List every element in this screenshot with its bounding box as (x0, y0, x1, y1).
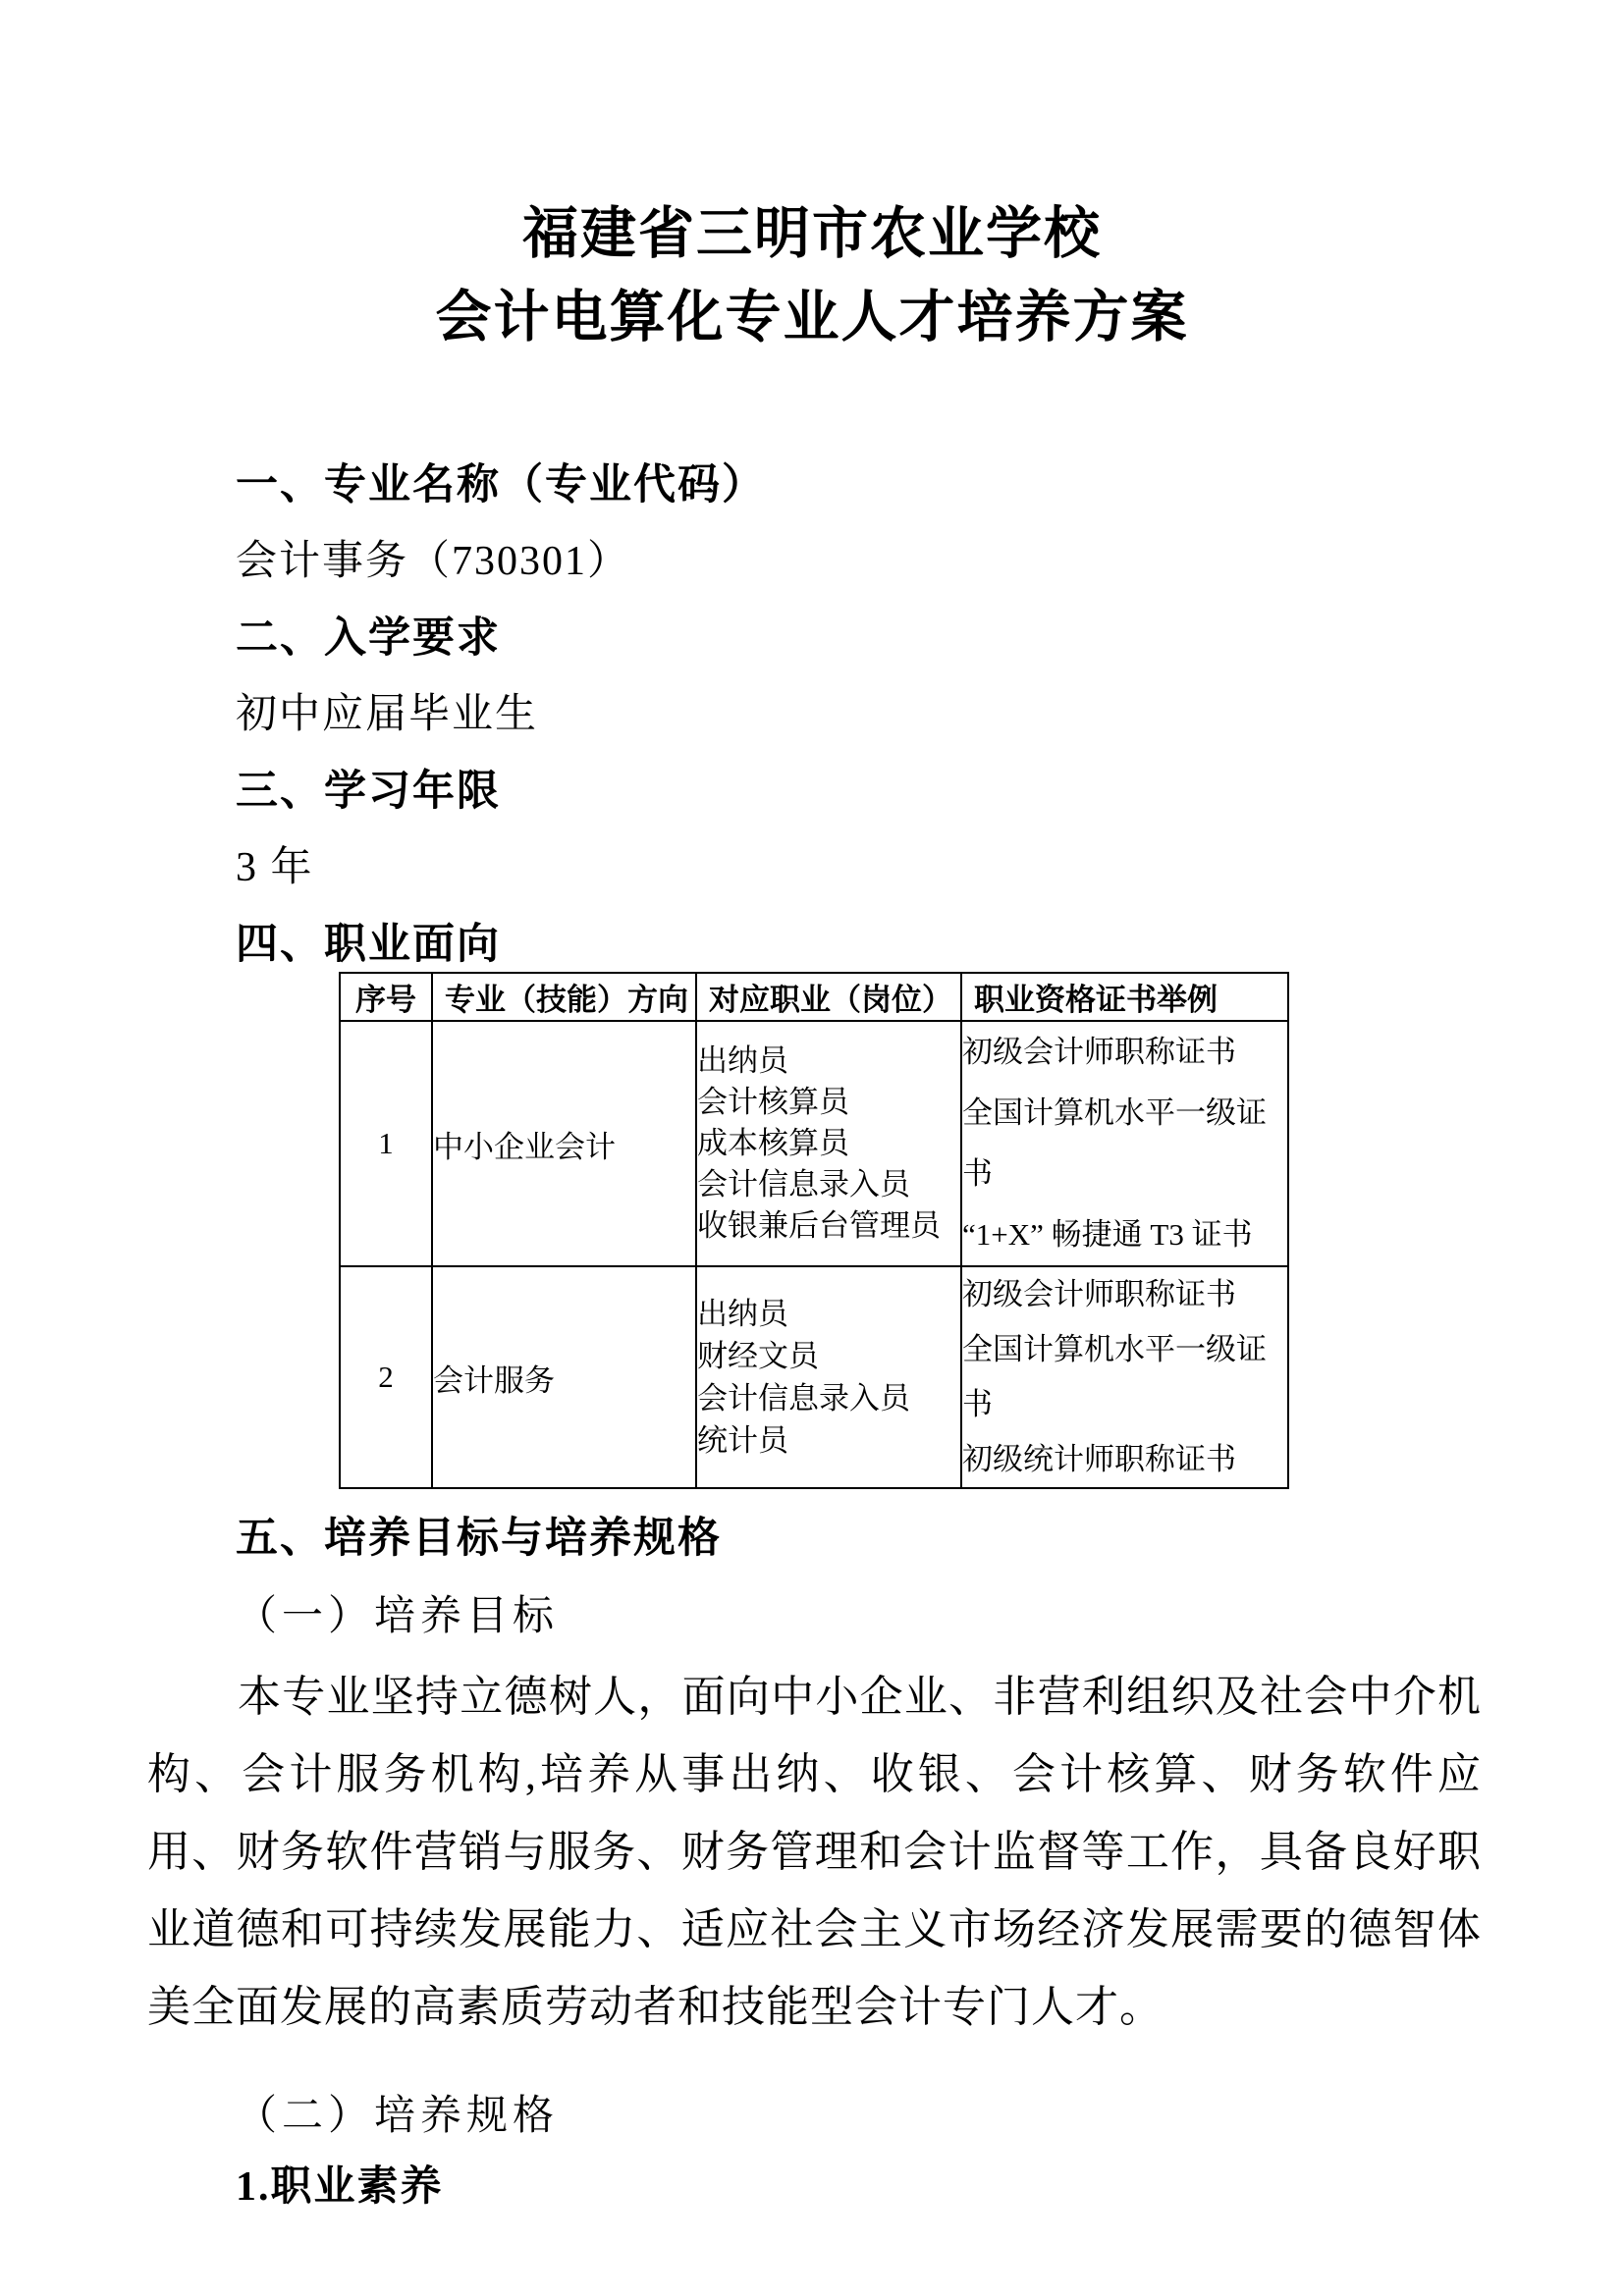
section-5-sub-1: （一）培养目标 (236, 1594, 560, 1639)
column-header-no: 序号 (340, 973, 432, 1021)
title-line-2: 会计电算化专业人才培养方案 (435, 287, 1189, 348)
section-2-heading: 二、入学要求 (236, 614, 501, 662)
section-1-heading: 一、专业名称（专业代码） (236, 461, 766, 508)
table-row (340, 1266, 1288, 1488)
certs-list: 初级会计师职称证书 全国计算机水平一级证书 “1+X” 畅捷通 T3 证书 (962, 1035, 1267, 1252)
jobs-list: 出纳员 财经文员 会计信息录入员 统计员 (697, 1297, 910, 1458)
section-5-heading: 五、培养目标与培养规格 (236, 1515, 722, 1562)
section-3-body: 3 年 (236, 845, 314, 890)
column-header-certs: 职业资格证书举例 (961, 973, 1288, 1021)
title-line-1: 福建省三明市农业学校 (522, 203, 1102, 265)
section-3-heading: 三、学习年限 (236, 768, 501, 815)
cell-certs (961, 1021, 1288, 1266)
cell-row-number: 1 (340, 1021, 432, 1266)
section-5-sub-3: 1.职业素养 (236, 2164, 444, 2210)
cell-jobs (696, 1266, 961, 1488)
career-table (339, 972, 1289, 1489)
jobs-list: 出纳员 会计核算员 成本核算员 会计信息录入员 收银兼后台管理员 (697, 1043, 941, 1243)
cell-jobs (696, 1021, 961, 1266)
section-5-sub-2: （二）培养规格 (236, 2094, 560, 2139)
career-table-header-row (340, 973, 1288, 1021)
section-1-body: 会计事务（730301） (236, 539, 631, 584)
section-4-heading: 四、职业面向 (236, 921, 501, 968)
document-body (0, 457, 1624, 2215)
certs-list: 初级会计师职称证书 全国计算机水平一级证书 初级统计师职称证书 (962, 1277, 1267, 1476)
cell-row-number: 2 (340, 1266, 432, 1488)
table-row (340, 1021, 1288, 1266)
document-title (0, 0, 1624, 359)
column-header-direction: 专业（技能）方向 (432, 973, 696, 1021)
cell-direction: 中小企业会计 (432, 1021, 696, 1266)
section-2-body: 初中应届毕业生 (236, 692, 539, 737)
training-objective-paragraph: 本专业坚持立德树人，面向中小企业、非营利组织及社会中介机构、会计服务机构,培养从事出纳、收银、会计核算、财务软件应用、财务软件营销与服务、财务管理和会计监督等工作，具备良好职业道德和可持续发展能力、适应社会主义市场经济发展需要的德智体美全面发展的高素质劳动者和技能型会计专门人才。 (147, 1673, 1482, 2031)
column-header-jobs: 对应职业（岗位） (696, 973, 961, 1021)
cell-direction: 会计服务 (432, 1266, 696, 1488)
cell-certs (961, 1266, 1288, 1488)
